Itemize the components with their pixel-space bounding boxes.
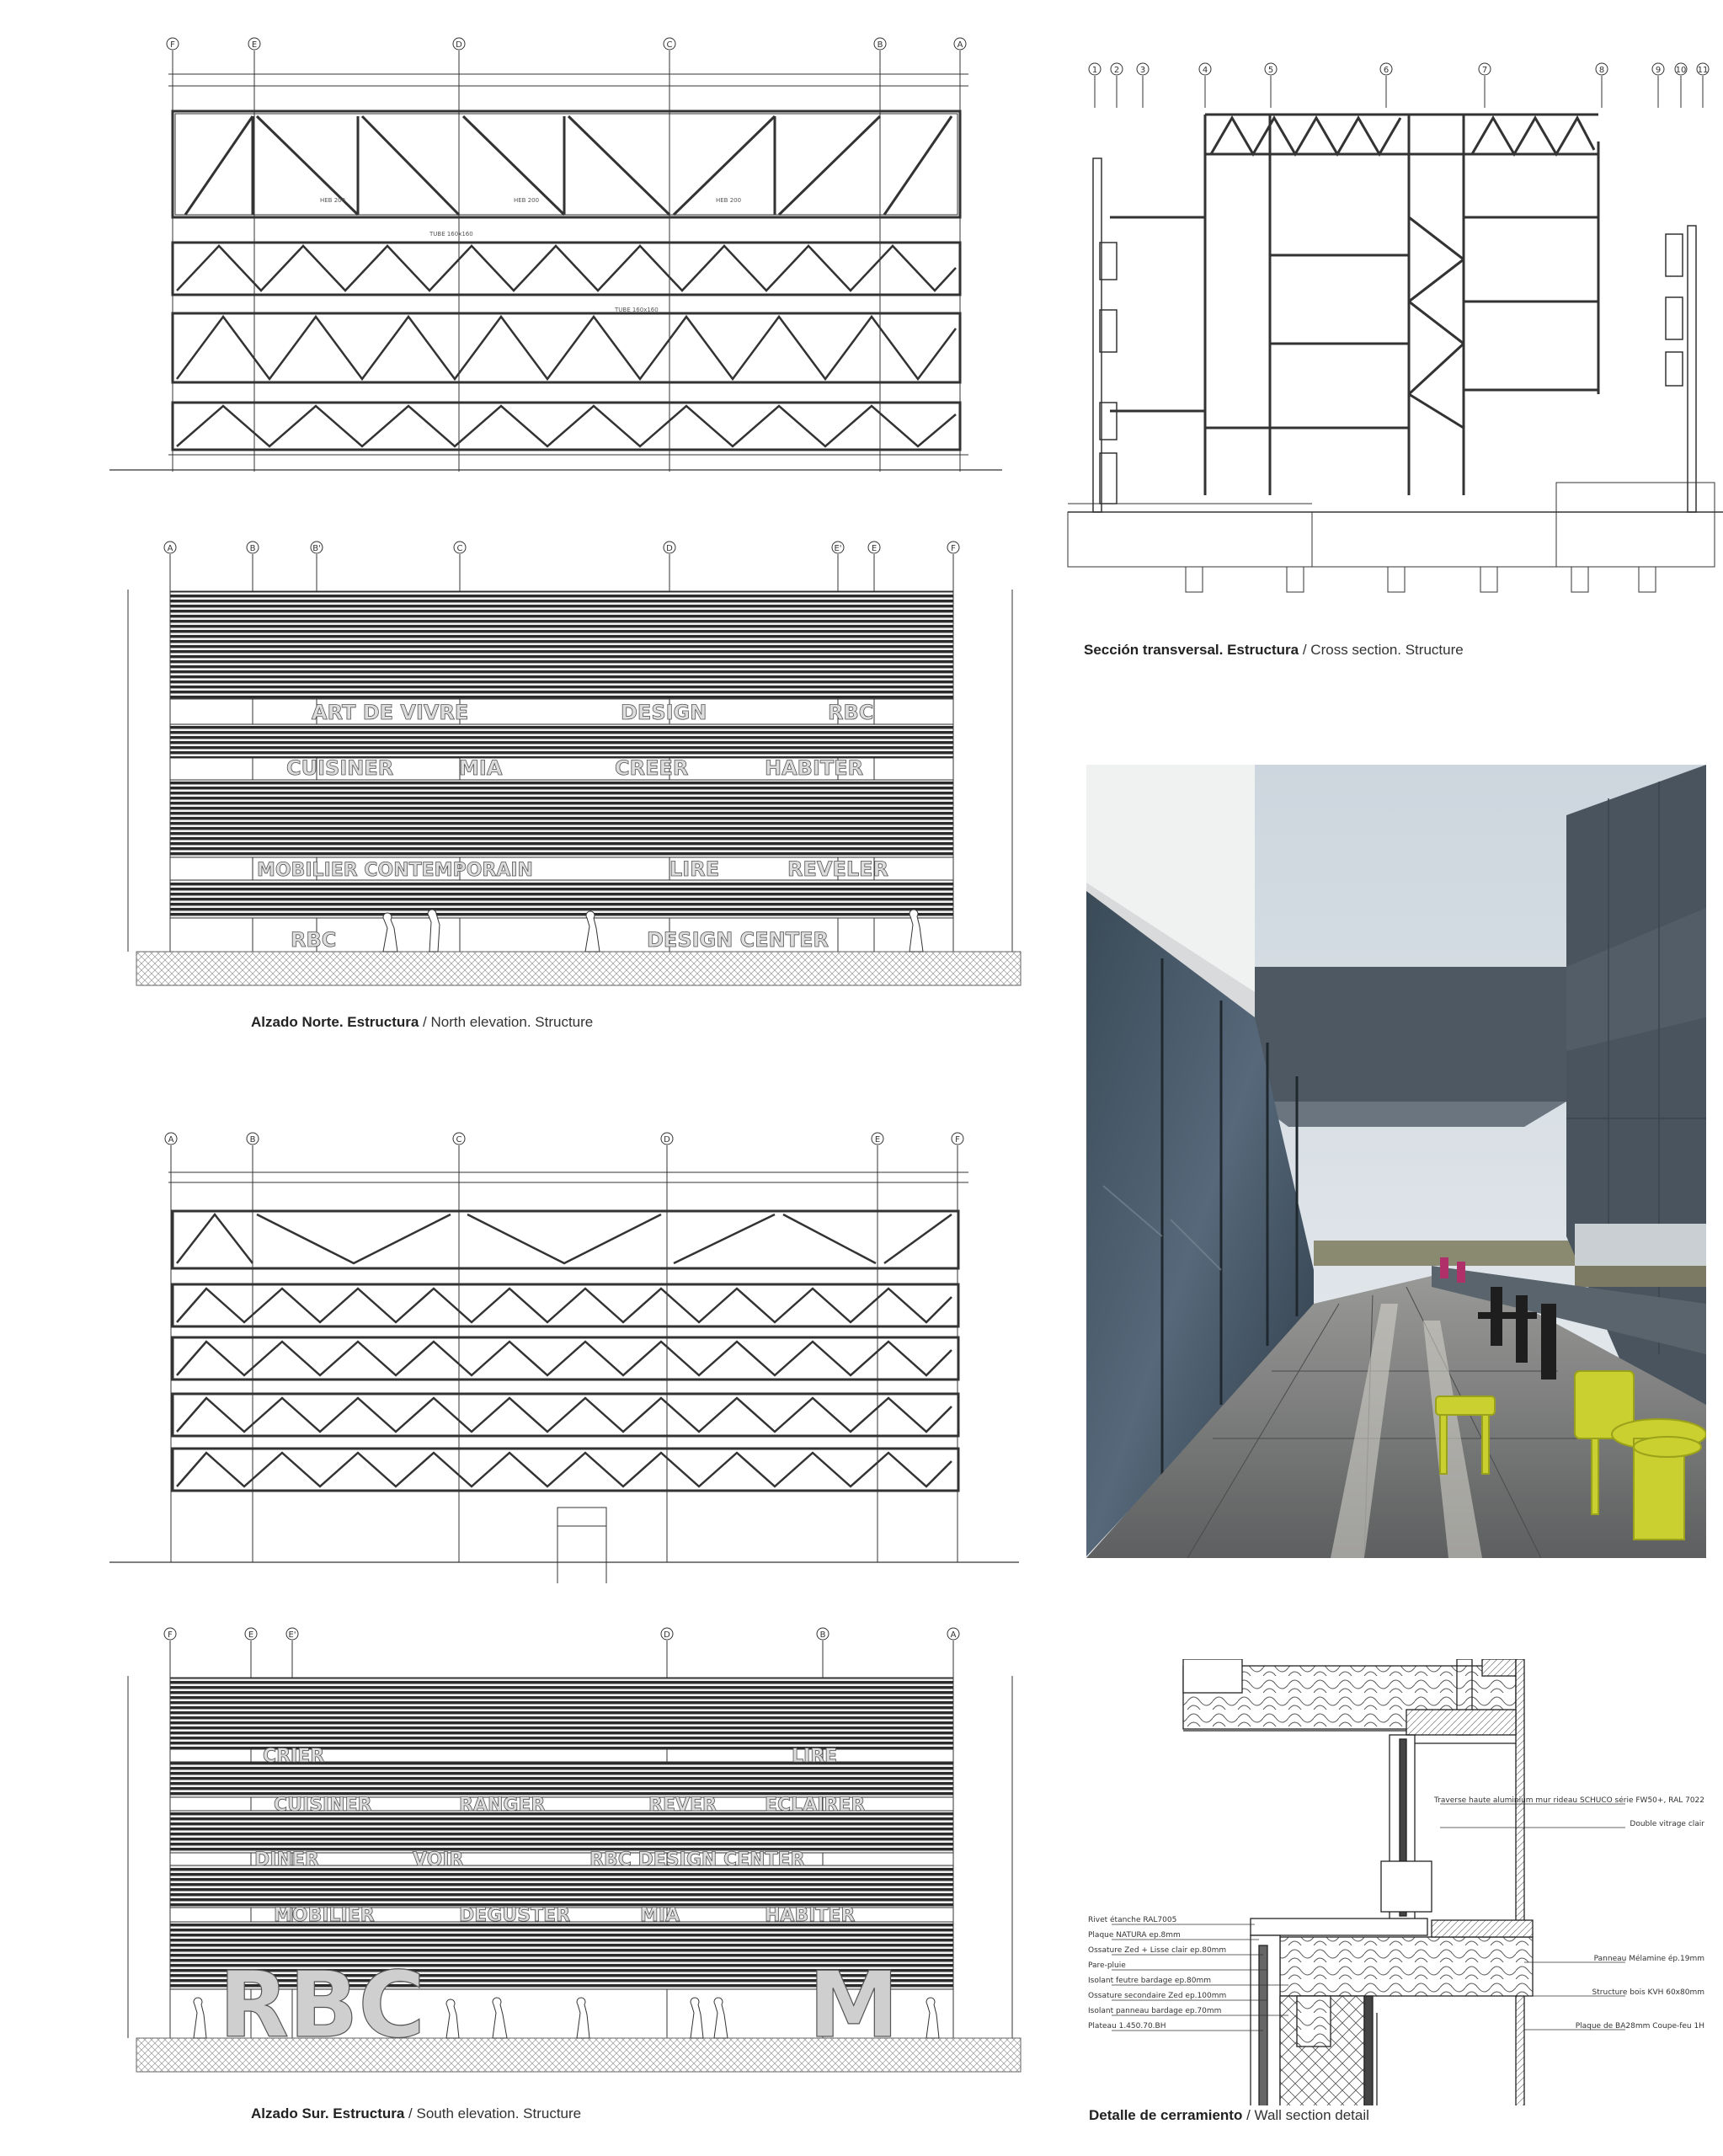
cross-section-caption [1084,642,1464,659]
grid-label: E' [834,544,842,553]
grid-label: C [456,544,463,553]
detail-label: Pare-pluie [1088,1961,1126,1970]
detail-label: Panneau Mélamine ép.19mm [1593,1955,1704,1963]
detail-label: Traverse haute aluminium mur rideau SCHUCO série FW50+, RAL 7022 [1434,1796,1704,1805]
band-word: MOBILIER CONTEMPORAIN [257,860,533,881]
band-word: HABITER [765,1905,856,1926]
cross-section-drawing [1059,57,1723,630]
grid-label: A [950,1630,957,1640]
grid-label: E [248,1630,254,1640]
band-word: RBC DESIGN CENTER [589,1849,805,1870]
grid-label: E [874,1135,881,1145]
south-structure-drawing [109,1129,1019,1583]
svg-text:TUBE 160x160: TUBE 160x160 [615,307,659,313]
north-elevation-caption [251,1014,593,1031]
grid-label: A [168,1135,174,1145]
band-word: DESIGN CENTER [647,928,829,952]
detail-label: Isolant panneau bardage ep.70mm [1088,2007,1222,2015]
detail-label: Double vitrage clair [1630,1820,1704,1828]
band-word: RBC [828,701,874,724]
grid-label: 6 [1383,66,1390,75]
north-structure-drawing [109,34,1002,480]
grid-label: B [819,1630,826,1640]
detail-label: Plaque de BA28mm Coupe-feu 1H [1575,2022,1704,2031]
detail-label: Ossature secondaire Zed ep.100mm [1088,1992,1227,2000]
caption-title: Detalle de cerramiento [1089,2107,1243,2123]
grid-label: 2 [1113,66,1120,75]
caption-en: Cross section. Structure [1310,642,1464,658]
grid-label: C [456,1135,462,1145]
grid-label: E [871,544,878,553]
grid-label: B [877,40,883,50]
band-word: VOIR [413,1849,464,1870]
band-word: CRIER [263,1746,325,1767]
band-word: MIA [640,1905,680,1926]
grid-label: A [957,40,963,50]
band-word: RANGER [459,1795,546,1816]
grid-label: E' [288,1630,296,1640]
caption-en: South elevation. Structure [416,2105,582,2121]
band-word: CUISINER [274,1795,372,1816]
band-word: RBC [291,928,337,952]
north-elevation-drawing [34,539,1027,994]
grid-label: 10 [1675,66,1687,75]
svg-text:HEB 200: HEB 200 [716,197,742,204]
grid-label: F [168,1630,173,1640]
south-elevation-caption [251,2105,581,2122]
caption-title: Sección transversal. Estructura [1084,642,1299,658]
band-word: REVER [648,1795,717,1816]
grid-label: D [664,1135,670,1145]
band-word: ART DE VIVRE [312,701,469,724]
grid-label: D [664,1630,670,1640]
caption-sep: / [1242,2107,1255,2123]
grid-label: 1 [1091,66,1098,75]
caption-sep: / [404,2105,417,2121]
grid-label: D [666,544,673,553]
band-word: MIA [459,756,503,780]
detail-label: Plateau 1.450.70.BH [1088,2022,1166,2031]
grid-label: 7 [1481,66,1488,75]
detail-label: Plaque NATURA ep.8mm [1088,1931,1181,1940]
grid-label: 4 [1202,66,1208,75]
wall-section-detail [1086,1659,1710,2105]
grid-label: F [951,544,956,553]
grid-label: 11 [1697,66,1709,75]
band-word: DESIGN [621,701,707,724]
band-word: DEGUSTER [459,1905,571,1926]
grid-label: 8 [1598,66,1605,75]
grid-label: B [249,1135,256,1145]
big-letters: RBC [219,1953,425,2058]
grid-label: B [249,544,256,553]
band-word: DINER [254,1849,319,1870]
svg-text:TUBE 160x160: TUBE 160x160 [429,231,473,237]
terrace-photo [1086,765,1706,1558]
svg-text:HEB 200: HEB 200 [514,197,540,204]
caption-title: Alzado Norte. Estructura [251,1014,419,1030]
wall-detail-caption [1089,2107,1369,2124]
grid-label: 9 [1655,66,1662,75]
detail-label: Isolant feutre bardage ep.80mm [1088,1977,1212,1985]
grid-label: F [170,40,175,50]
caption-en: North elevation. Structure [430,1014,594,1030]
grid-label: 5 [1267,66,1274,75]
band-word: LIRE [669,857,720,881]
grid-label: E [251,40,258,50]
band-word: CREER [615,756,689,780]
grid-label: C [666,40,673,50]
detail-label: Structure bois KVH 60x80mm [1592,1988,1704,1997]
band-word: MOBILIER [274,1905,375,1926]
band-word: LIRE [792,1746,838,1767]
caption-sep: / [419,1014,431,1030]
detail-label: Ossature Zed + Lisse clair ep.80mm [1088,1946,1227,1955]
caption-en: Wall section detail [1254,2107,1369,2123]
grid-label: A [167,544,173,553]
grid-label: 3 [1139,66,1146,75]
grid-label: B' [312,544,321,553]
caption-title: Alzado Sur. Estructura [251,2105,405,2121]
south-elevation-drawing [34,1625,1027,2080]
big-letters: M [808,1953,899,2058]
caption-sep: / [1299,642,1311,658]
detail-label: Rivet étanche RAL7005 [1088,1916,1177,1924]
svg-text:HEB 200: HEB 200 [320,197,346,204]
grid-label: F [955,1135,960,1145]
band-word: CUISINER [286,756,394,780]
grid-label: D [456,40,462,50]
band-word: ECLAIRER [765,1795,866,1816]
band-word: HABITER [765,756,864,780]
band-word: REVELER [787,857,889,881]
